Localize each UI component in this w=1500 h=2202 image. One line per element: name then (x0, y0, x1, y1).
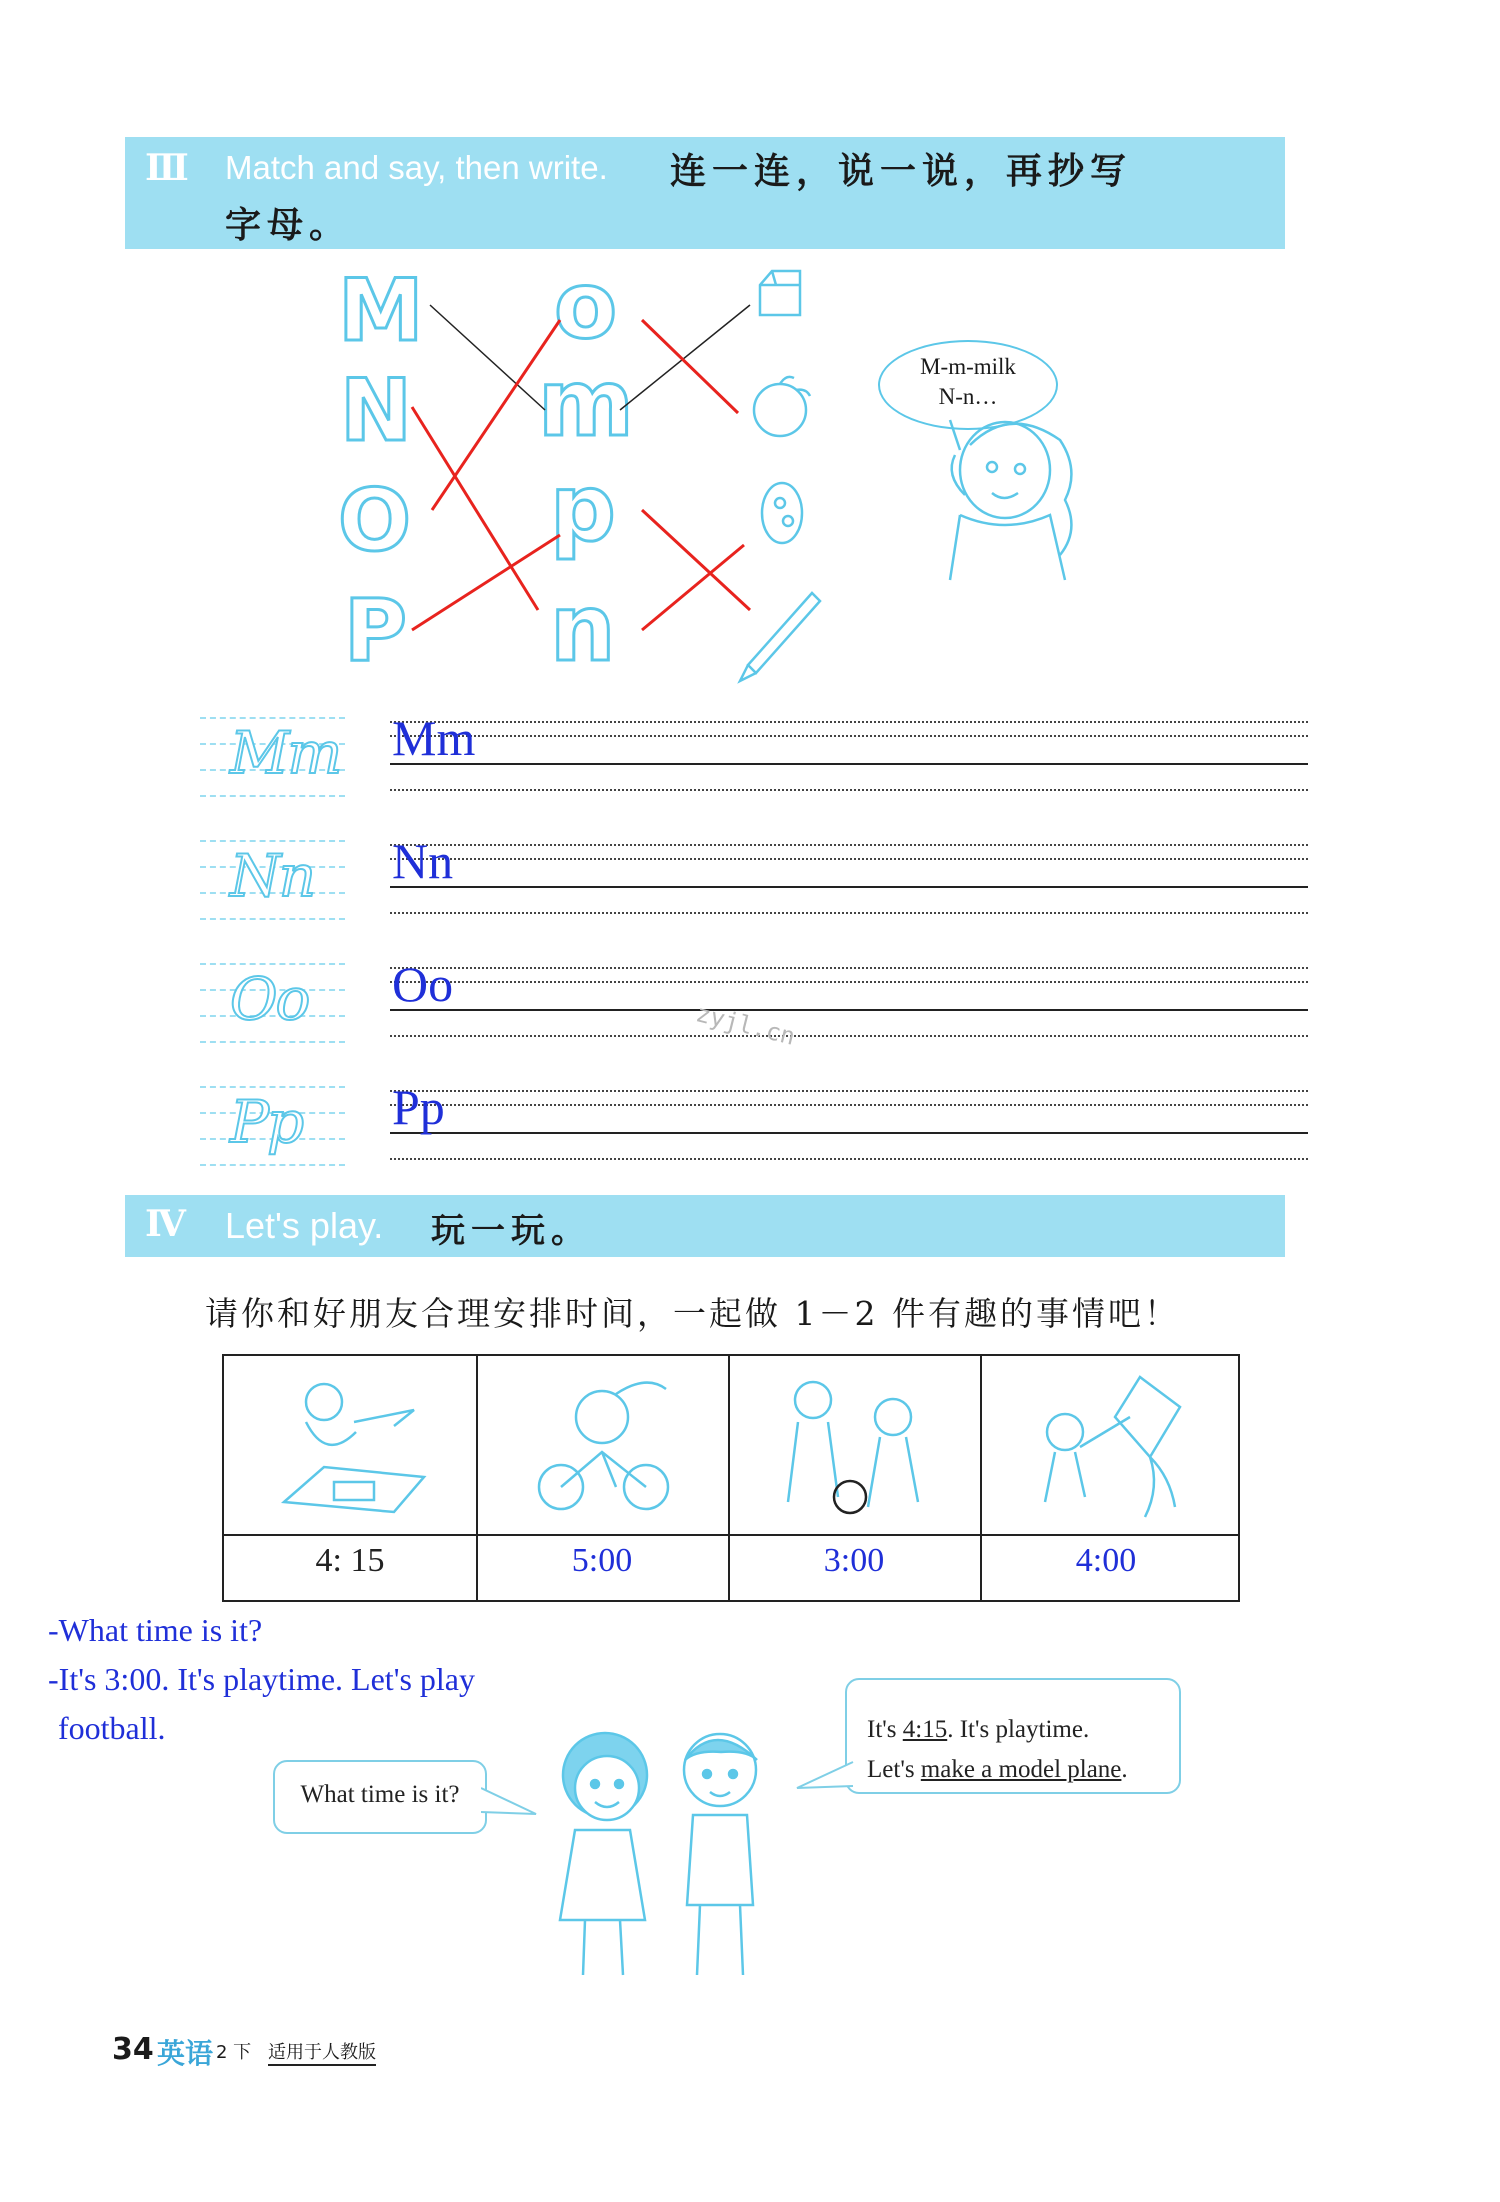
writing-row-m (200, 705, 1320, 805)
boy-speech-bubble (845, 1678, 1181, 1794)
kids-illustration (535, 1720, 795, 1990)
section-3-title-cn: 连一连，说一说，再抄写 (670, 151, 1133, 192)
bubble-tail (481, 1784, 541, 1824)
edition-label: 适用于人教版 (268, 2038, 376, 2066)
pencil-icon (740, 593, 820, 681)
letter-p: p (550, 455, 616, 562)
activity-cell (476, 1356, 730, 1600)
boy-line-2: Let's make a model plane. (867, 1756, 1128, 1783)
model-text: Mm (230, 719, 341, 787)
kite-icon (1020, 1372, 1192, 1522)
writing-row-n (200, 828, 1320, 928)
milk-carton-icon (760, 271, 800, 315)
writing-row-p (200, 1074, 1320, 1174)
section-4-instruction: 请你和好朋友合理安排时间，一起做 1－2 件有趣的事情吧！ (205, 1294, 1180, 1333)
section-4-banner (125, 1195, 1285, 1257)
letter-P: P (344, 581, 408, 681)
bubble-tail (795, 1758, 855, 1798)
banner-stripes (1177, 1195, 1287, 1257)
model-cursive-nn (200, 834, 355, 920)
activity-cell (728, 1356, 982, 1600)
blank-time: 4:15 (902, 1716, 948, 1743)
speech-line-1: M-m-milk (920, 354, 1016, 379)
section-3-numeral: Ⅲ (145, 147, 189, 189)
section-4-title-cn: 玩一玩。 (431, 1211, 591, 1251)
answer-text: Oo (392, 956, 454, 1012)
grade-label: 2 下 (216, 2042, 252, 2063)
time-label: 5:00 (571, 1542, 633, 1579)
example-match-line (430, 305, 545, 410)
letter-N: N (340, 361, 412, 461)
activity-table (222, 1354, 1240, 1602)
bicycle-icon (516, 1372, 688, 1522)
time-label: 4:00 (1075, 1542, 1137, 1579)
model-plane-icon (264, 1372, 436, 1522)
section-4-numeral: Ⅳ (145, 1203, 186, 1245)
girl-speech-bubble (273, 1760, 487, 1834)
letter-o: o (554, 265, 618, 359)
letter-M: M (338, 265, 424, 361)
answer-line-2: -It's 3:00. It's playtime. Let's play (48, 1661, 475, 1697)
writing-row-o (200, 951, 1320, 1051)
letter-n: n (550, 575, 616, 682)
model-cursive-mm (200, 711, 355, 797)
speech-line-2: N-n… (938, 384, 998, 409)
girl-question: What time is it? (300, 1781, 460, 1808)
example-match-line (620, 305, 750, 410)
girl-illustration (930, 415, 1130, 585)
peach-icon (762, 483, 802, 543)
answer-text: Mm (392, 710, 476, 766)
model-text: Pp (230, 1088, 303, 1156)
letter-O: O (338, 471, 412, 571)
letter-m: m (538, 350, 634, 457)
section-4-title-en: Let's play. (225, 1205, 384, 1246)
boy-line-1: It's 4:15. It's playtime. (867, 1716, 1090, 1743)
football-icon (768, 1372, 940, 1522)
matching-diagram (320, 265, 840, 685)
watermark: zyjl.cn (693, 999, 799, 1051)
activity-cell (224, 1356, 478, 1600)
blank-activity: make a model plane (920, 1756, 1122, 1783)
section-3-banner (125, 137, 1285, 249)
subject-label: 英语 (157, 2037, 214, 2070)
model-cursive-pp (200, 1080, 355, 1166)
model-text: Nn (230, 842, 315, 910)
time-label: 4: 15 (315, 1542, 385, 1579)
orange-icon (754, 377, 810, 436)
banner-stripes (1177, 137, 1287, 249)
section-3-title-en: Match and say, then write. (225, 149, 608, 186)
answer-text: Pp (392, 1079, 445, 1135)
page-number: 34 (112, 2032, 154, 2067)
time-label: 3:00 (823, 1542, 885, 1579)
answer-line-3: football. (58, 1710, 166, 1746)
model-cursive-oo (200, 957, 355, 1043)
answer-text: Nn (392, 833, 454, 889)
answer-line-1: -What time is it? (48, 1612, 263, 1648)
section-3-title-cn-2: 字母。 (225, 205, 352, 246)
activity-cell (980, 1356, 1232, 1600)
model-text: Oo (230, 965, 309, 1033)
